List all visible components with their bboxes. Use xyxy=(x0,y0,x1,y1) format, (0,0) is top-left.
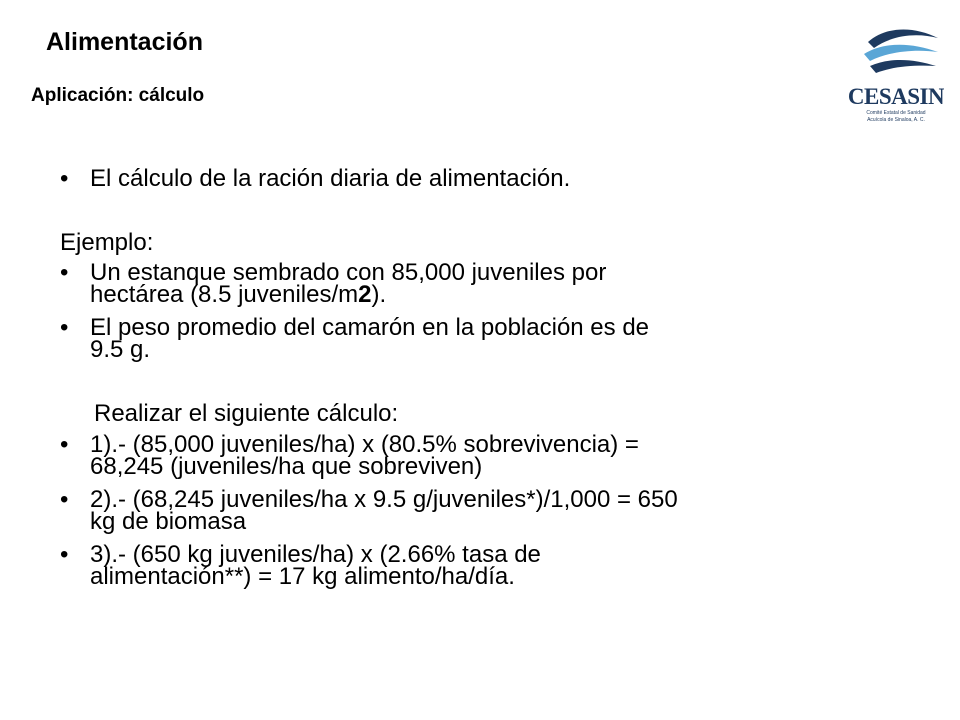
slide-title: Alimentación xyxy=(46,28,203,56)
calc-label: Realizar el siguiente cálculo: xyxy=(94,400,399,427)
svg-text:Comité Estatal de Sanidad: Comité Estatal de Sanidad xyxy=(866,110,926,116)
bullet-item xyxy=(60,259,780,308)
spacer xyxy=(60,201,780,232)
bullet-text-line: 68,245 (juveniles/ha que sobreviven) xyxy=(90,453,483,480)
bullet-text-bold: 2 xyxy=(358,281,372,308)
bullet-text-line: • 1).- (85,000 juveniles/ha) x (80.5% sobrevivencia) = xyxy=(90,431,639,458)
bullet-item xyxy=(60,165,780,192)
slide-body xyxy=(60,165,780,599)
bullet-text: El cálculo de la ración diaria de alimentación. xyxy=(90,165,571,192)
bullet-item xyxy=(60,431,780,480)
bullet-text-line xyxy=(90,281,780,308)
cesasin-logo xyxy=(848,24,944,128)
bullet-text-part: hectárea (8.5 juveniles/m xyxy=(90,281,359,308)
bullet-text-line: 9.5 g. xyxy=(90,336,151,363)
bullet-text-line: alimentación**) = 17 kg alimento/ha/día. xyxy=(90,563,515,590)
svg-text:Acuícola de Sinaloa, A. C.: Acuícola de Sinaloa, A. C. xyxy=(867,117,925,123)
slide-subtitle: Aplicación: cálculo xyxy=(31,85,205,106)
bullet-item xyxy=(60,486,780,535)
wave-logo-icon xyxy=(848,24,944,128)
bullet-item xyxy=(60,541,780,590)
spacer xyxy=(60,372,780,403)
bullet-text-line: kg de biomasa xyxy=(90,508,247,535)
bullet-text-line: • El peso promedio del camarón en la población es de xyxy=(90,314,650,341)
bullet-text-line: • 2).- (68,245 juveniles/ha x 9.5 g/juveniles*)/1,000 = 650 xyxy=(90,486,678,513)
bullet-text-line: • Un estanque sembrado con 85,000 juveniles por xyxy=(90,259,607,286)
bullet-item xyxy=(60,314,780,363)
svg-text:CESASIN: CESASIN xyxy=(848,84,944,109)
bullet-text-part: ). xyxy=(371,281,387,308)
bullet-text-line: • 3).- (650 kg juveniles/ha) x (2.66% tasa de xyxy=(90,541,541,568)
example-label: Ejemplo: xyxy=(60,229,154,256)
